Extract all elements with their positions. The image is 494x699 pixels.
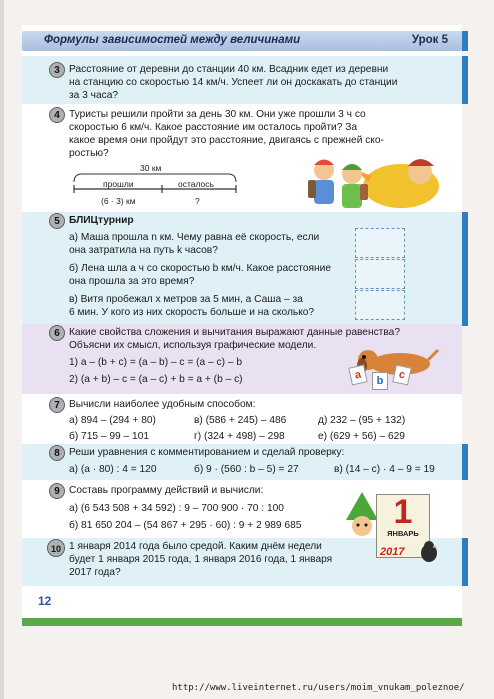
task-10-line-2: будет 1 января 2015 года, 1 января 2016 года, 1 января	[69, 554, 333, 565]
task-9b: б) 81 650 204 – (54 867 + 295 · 60) : 9 + 2 989 685	[69, 520, 302, 531]
task-7a: а) 894 – (294 + 80)	[69, 415, 156, 426]
task-5c-line-1: в) Витя пробежал x метров за 5 мин, а Саша – за	[69, 294, 303, 305]
task-7d: д) 232 – (95 + 132)	[318, 415, 406, 426]
task-8-title: Реши уравнения с комментированием и сделай проверку:	[69, 447, 345, 458]
task-7-number: 7	[49, 397, 65, 413]
page-number: 12	[38, 594, 52, 608]
footer-band	[22, 618, 462, 626]
header-title: Формулы зависимостей между величинами	[44, 34, 301, 46]
page-edge	[0, 0, 4, 699]
answer-box-c	[355, 290, 405, 320]
task-7g: г) (324 + 498) – 298	[194, 431, 285, 442]
answer-box-a	[355, 228, 405, 258]
scheme-total: 30 км	[140, 163, 162, 173]
answer-box-b	[355, 259, 405, 289]
task-4-line-3: какое время они пройдут это расстояние, двигаясь с прежней ско-	[69, 135, 384, 146]
task-7e: е) (629 + 56) – 629	[318, 431, 405, 442]
task-5a-line-2: она затратила на путь k часов?	[69, 245, 218, 256]
side-tab	[462, 56, 468, 104]
calendar-year: 2017	[380, 546, 405, 558]
side-tab	[462, 212, 468, 326]
task-6-line-1: Какие свойства сложения и вычитания выражают данные равенства?	[69, 327, 400, 338]
bird-illustration	[418, 538, 440, 564]
task-9-title: Составь программу действий и вычисли:	[69, 485, 264, 496]
task-4-line-1: Туристы решили пройти за день 30 км. Они уже прошли 3 ч со	[69, 109, 366, 120]
lesson-header	[22, 31, 462, 51]
task-8v: в) (14 – c) · 4 – 9 = 19	[334, 464, 435, 475]
task-8-number: 8	[49, 445, 65, 461]
task-4-line-4: ростью?	[69, 148, 109, 159]
card-c: c	[392, 365, 411, 386]
card-a: a	[348, 365, 367, 386]
task-10-line-3: 2017 года?	[69, 567, 121, 578]
task-8b: б) 9 · (560 : b – 5) = 27	[194, 464, 299, 475]
header-lesson: Урок 5	[411, 34, 448, 46]
side-tab	[462, 31, 468, 51]
task-7v: в) (586 + 245) – 486	[194, 415, 287, 426]
scheme-left-value: ?	[195, 196, 200, 206]
task-9a: а) (6 543 508 + 34 592) : 9 – 700 900 · 70 : 100	[69, 503, 284, 514]
hikers-illustration	[296, 150, 456, 212]
task-6-equation-2: 2) (a + b) – c = (a – c) + b = a + (b – c)	[69, 374, 243, 385]
side-tab	[462, 538, 468, 586]
scheme-passed: прошли	[103, 179, 134, 189]
task-7b: б) 715 – 99 – 101	[69, 431, 150, 442]
task-6-number: 6	[49, 325, 65, 341]
task-7-title: Вычисли наиболее удобным способом:	[69, 399, 256, 410]
source-url[interactable]: http://www.liveinternet.ru/users/moim_vnukam_poleznoe/	[172, 683, 465, 693]
card-b: b	[372, 372, 388, 390]
task-10-line-1: 1 января 2014 года было средой. Каким днём недели	[69, 541, 322, 552]
side-tab	[462, 444, 468, 480]
task-8a: а) (a · 80) : 4 = 120	[69, 464, 157, 475]
task-5a-line-1: а) Маша прошла n км. Чему равна её скорость, если	[69, 232, 320, 243]
task-3-line-3: за 3 часа?	[69, 90, 119, 101]
scheme-left: осталось	[178, 179, 214, 189]
task-6-line-2: Объясни их смысл, используя графические модели.	[69, 340, 317, 351]
task-6-equation-1: 1) a – (b + c) = (a – b) – c = (a – c) – b	[69, 357, 242, 368]
task-5-title: БЛИЦтурнир	[69, 215, 134, 226]
task-5c-line-2: 6 мин. У кого из них скорость больше и на сколько?	[69, 307, 315, 318]
task-3-line-2: на станцию со скоростью 14 км/ч. Успеет ли он доскакать до станции	[69, 77, 398, 88]
calendar-month: ЯНВАРЬ	[387, 529, 419, 538]
task-4-number: 4	[49, 107, 65, 123]
task-3-number: 3	[49, 62, 65, 78]
task-5b-line-2: она прошла за это время?	[69, 276, 195, 287]
task-10-number: 10	[47, 539, 65, 557]
task-4-line-2: скоростью 6 км/ч. Какое расстояние им осталось пройти? За	[69, 122, 358, 133]
task-5b-line-1: б) Лена шла a ч со скоростью b км/ч. Какое расстояние	[69, 263, 332, 274]
calendar-day: 1	[393, 493, 413, 531]
task-5-number: 5	[49, 213, 65, 229]
scheme-passed-value: (6 · 3) км	[101, 196, 136, 206]
task-3-line-1: Расстояние от деревни до станции 40 км. Всадник едет из деревни	[69, 64, 389, 75]
task-9-number: 9	[49, 483, 65, 499]
